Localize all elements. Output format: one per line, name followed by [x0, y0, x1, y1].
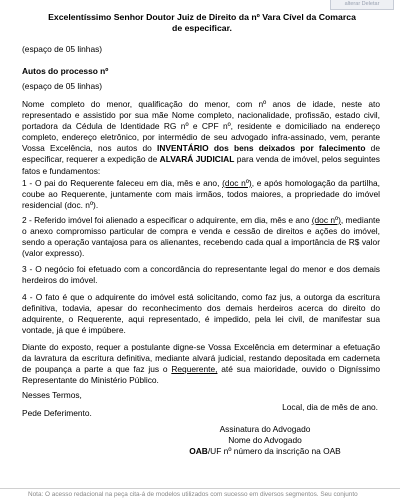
lawyer-name: Nome do Advogado	[228, 435, 302, 446]
item-4-paragraph: 4 - O fato é que o adquirente do imóvel está solicitando, como faz jus, a outorga da escritura definitiva, todavia, apesar do reconhecimento dos demais herdeiros acerca do direito do adquirente, o Requerente, aqui representado, é impedido, pela lei civil, de manifestar sua vontade, já que é impúbere.	[22, 292, 380, 336]
place-and-date: Local, dia de mês de ano.	[282, 402, 378, 412]
item-1-doc-ref: (doc nº)	[222, 178, 252, 188]
case-number-label: Autos do processo nº	[22, 66, 109, 76]
document-heading	[22, 12, 382, 34]
item-1-paragraph	[22, 178, 380, 211]
item-2-text-1: 2 - Referido imóvel foi alienado a especificar o adquirente, em dia, mês e ano	[22, 215, 312, 225]
edit-delete-badge[interactable]: alterar Deletar	[330, 0, 394, 10]
item-2-paragraph	[22, 215, 380, 259]
item-2-doc-ref: (doc nº)	[311, 215, 341, 225]
spacer-note-1: (espaço de 05 linhas)	[22, 44, 103, 54]
item-1-text-1: 1 - O pai do Requerente faleceu em dia, mês e ano,	[22, 178, 223, 188]
item-1-text-2: , e após homologação da partilha, coube ao Requerente, juntamente com mais irmãos, todos maiores, a propriedade do imóvel residencial (doc. nº).	[22, 178, 380, 211]
footnote-divider	[0, 488, 400, 489]
spacer-note-2: (espaço de 05 linhas)	[22, 81, 103, 91]
closing-text-2: até sua maioridade, ouvido o Digníssimo Representante do Ministério Público.	[22, 364, 380, 386]
item-3-paragraph: 3 - O negócio foi efetuado com a concordância do representante legal do menor e dos demais herdeiros do imóvel.	[22, 264, 380, 286]
oab-label: OAB	[189, 446, 208, 457]
item-2-text-2: , mediante o anexo compromisso particular de compra e venda e cessão de direitos e ações do imóvel, sendo a operação vantajosa para os alienantes, recebendo cada qual a importância de R$ valor (valor expresso).	[22, 215, 380, 259]
closing-pede-deferimento: Pede Deferimento.	[22, 408, 92, 418]
intro-text-3: para venda de imóvel, pelos seguintes fatos e fundamentos:	[22, 154, 380, 176]
intro-text-1: Nome completo do menor, qualificação do menor, com nº anos de idade, neste ato representado e assistido por sua mãe Nome completo, nacionalidade, profissão, estado civil, portadora da Cédula de Identidade RG nº e CPF nº, residente e domiciliado na endereço completo, endereço eletrônico, por intermédio de seu advogado infra-assinado, vem, perante Vossa Excelência, nos autos do	[22, 99, 380, 154]
intro-paragraph	[22, 99, 380, 177]
footnote-note: Nota: O acesso redacional na peça cita-á de modelos utilizados com sucesso em diversos segmentos. Seu conjunto	[28, 491, 358, 498]
closing-text-1: Diante do exposto, requer a postulante digne-se Vossa Excelência em determinar a efetuação da lavratura da escritura definitiva, mediante alvará judicial, restando depositada em caderneta de poupança a parte a que faz jus o	[22, 342, 380, 375]
heading-line-1: Excelentíssimo Senhor Doutor Juiz de Direito da nº Vara Cível da Comarca	[48, 12, 356, 22]
heading-line-2: de especificar.	[172, 23, 232, 33]
signature-line: Assinatura do Advogado	[219, 424, 311, 434]
closing-nesses-termos: Nesses Termos,	[22, 390, 82, 400]
oab-number: /UF nº número da inscrição na OAB	[207, 446, 341, 457]
closing-paragraph	[22, 342, 380, 386]
intro-alvara-bold: ALVARÁ JUDICIAL	[159, 154, 235, 165]
closing-requerente-ref: Requerente,	[171, 364, 218, 375]
oab-registration	[150, 446, 380, 457]
intro-inventory-bold: INVENTÁRIO dos bens deixados por falecimento	[157, 143, 366, 154]
signature-block	[150, 424, 380, 457]
intro-text-2: de especificar, requerer a expedição de	[22, 143, 380, 165]
